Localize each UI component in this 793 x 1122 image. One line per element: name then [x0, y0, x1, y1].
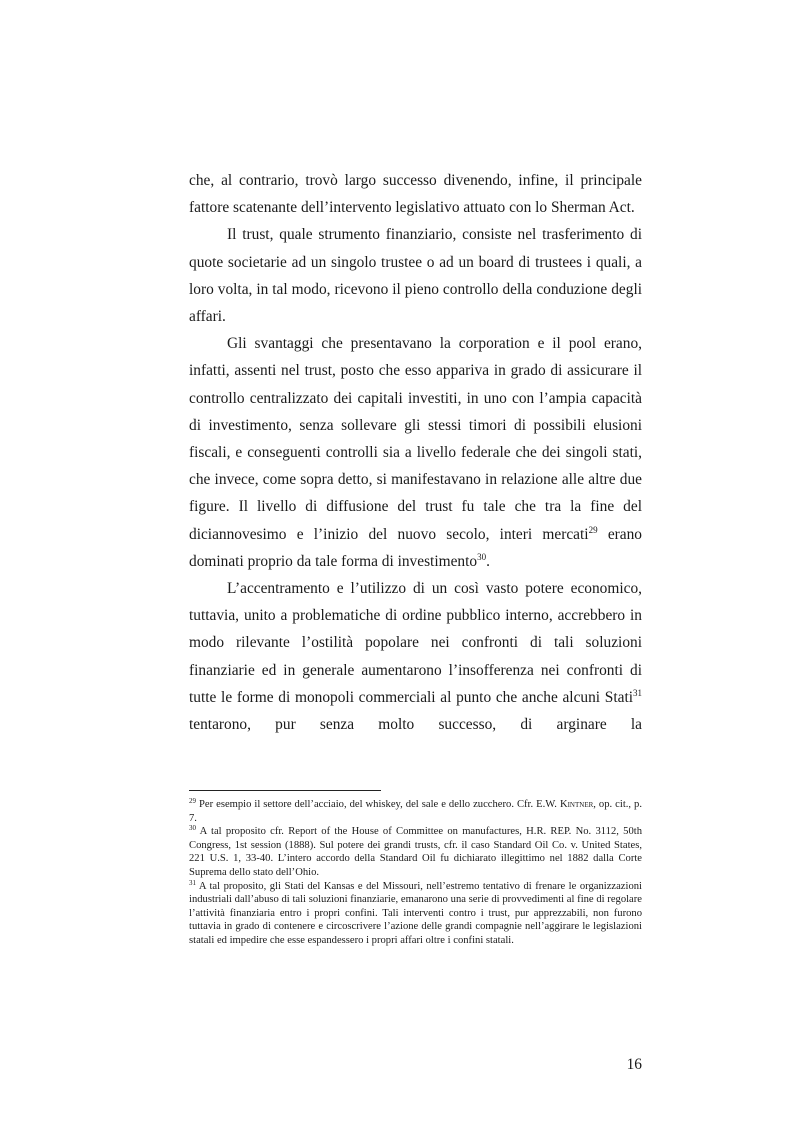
- paragraph-trust-advantages: [189, 330, 642, 575]
- paragraph-text: erano dominati proprio da tale forma di investimento: [189, 525, 642, 570]
- paragraph-text: .: [486, 552, 490, 570]
- footnote-30: [189, 825, 642, 879]
- paragraph-text: tentarono, pur senza molto successo, di arginare la: [189, 716, 642, 734]
- footnote-text: , op. cit., p. 7.: [189, 799, 642, 824]
- page-number: 16: [626, 1056, 642, 1073]
- footnote-ref-30[interactable]: 30: [477, 551, 487, 562]
- footnote-29: [189, 798, 642, 825]
- footnote-separator: [189, 790, 381, 791]
- paragraph-hostility: [189, 575, 642, 738]
- footnote-number: 29: [189, 797, 196, 805]
- footnotes: [189, 798, 642, 948]
- footnote-text: A tal proposito, gli Stati del Kansas e del Missouri, nell’estremo tentativo di frenare le organizzazioni industriali dall’abuso di tali soluzioni finanziarie, emanarono una serie di provvedimenti al fine di regolare l’attività finanziaria entro i propri confini. Tali interventi contro i trust, pur apprezzabili, non furono tuttavia in grado di contenere e circoscrivere l’azione delle grandi compagnie nell’aggirare le legislazioni statali ed impedire che esse espandessero i propri affari oltre i confini statali.: [189, 880, 642, 946]
- footnote-ref-29[interactable]: 29: [588, 524, 598, 535]
- paragraph-continuation: che, al contrario, trovò largo successo divenendo, infine, il principale fattore scatenante dell’intervento legislativo attuato con lo Sherman Act.: [189, 172, 642, 217]
- paragraph-text: L’accentramento e l’utilizzo di un così vasto potere economico, tuttavia, unito a problematiche di ordine pubblico interno, accrebbero in modo rilevante l’ostilità popolare nei confronti di tali soluzioni finanziarie ed in generale aumentarono l’insofferenza nei confronti di tutte le forme di monopoli commerciali al punto che anche alcuni Stati: [189, 580, 642, 706]
- footnote-number: 30: [189, 824, 196, 833]
- footnote-text: A tal proposito cfr. Report of the House of Committee on manufactures, H.R. REP. No. 3112, 50th Congress, 1st session (1888). Sul potere dei grandi trusts, cfr. il caso Standard Oil Co. v. United States, 221 U.S. 1, 33-40. L’intero accordo della Standard Oil fu dichiarato illegittimo nel 1882 dalla Corte Suprema dello stato dell’Ohio.: [189, 826, 642, 878]
- footnote-ref-31[interactable]: 31: [633, 687, 642, 698]
- footnote-number: 31: [189, 878, 196, 887]
- body-text: [189, 167, 642, 738]
- author-name: Kintner: [559, 799, 594, 810]
- paragraph-trust-definition: Il trust, quale strumento finanziario, consiste nel trasferimento di quote societarie ad un singolo trustee o ad un board di trustees i quali, a loro volta, in tal modo, ricevono il pieno controllo della conduzione degli affari.: [189, 226, 642, 326]
- footnote-text: Per esempio il settore dell’acciaio, del whiskey, del sale e dello zucchero. Cfr. E.W.: [196, 799, 560, 810]
- footnote-31: [189, 880, 642, 948]
- paragraph-text: Gli svantaggi che presentavano la corporation e il pool erano, infatti, assenti nel trust, posto che esso appariva in grado di assicurare il controllo centralizzato dei capitali investiti, in uno con l’ampia capacità di investimento, senza sollevare gli stessi timori di possibili elusioni fiscali, e conseguenti controlli sia a livello federale che dei singoli stati, che invece, come sopra detto, si manifestavano in relazione alle altre due figure. Il livello di diffusione del trust fu tale che tra la fine del diciannovesimo e l’inizio del nuovo secolo, interi mercati: [189, 335, 642, 543]
